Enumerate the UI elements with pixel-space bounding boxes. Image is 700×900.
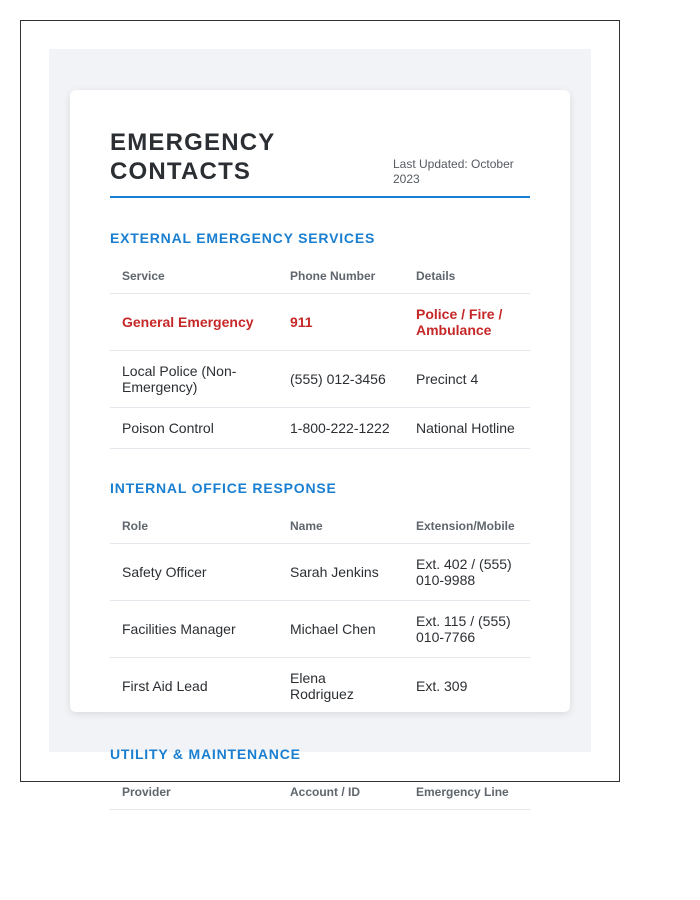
- table-row: [110, 658, 530, 715]
- service-cell: Poison Control: [110, 408, 278, 449]
- extension-cell[interactable]: Ext. 309: [404, 658, 530, 715]
- column-header: Account / ID: [278, 775, 404, 810]
- column-header: Provider: [110, 775, 278, 810]
- section-title-utility: UTILITY & MAINTENANCE: [110, 746, 301, 762]
- service-cell: General Emergency: [110, 294, 278, 351]
- column-header: Phone Number: [278, 259, 404, 294]
- name-cell: Sarah Jenkins: [278, 544, 404, 601]
- table-header-row: [110, 509, 530, 544]
- internal-response-table: [110, 509, 530, 715]
- section-title-external: EXTERNAL EMERGENCY SERVICES: [110, 230, 376, 246]
- name-cell: Elena Rodriguez: [278, 658, 404, 715]
- role-cell: First Aid Lead: [110, 658, 278, 715]
- phone-cell[interactable]: 911: [278, 294, 404, 351]
- table-row: [110, 601, 530, 658]
- table-row: [110, 351, 530, 408]
- column-header: Extension/Mobile: [404, 509, 530, 544]
- column-header: Details: [404, 259, 530, 294]
- role-cell: Safety Officer: [110, 544, 278, 601]
- column-header: Role: [110, 509, 278, 544]
- utility-table: [110, 775, 530, 810]
- name-cell: Michael Chen: [278, 601, 404, 658]
- table-header-row: [110, 775, 530, 810]
- external-services-table: [110, 259, 530, 449]
- details-cell: National Hotline: [404, 408, 530, 449]
- table-row: [110, 544, 530, 601]
- extension-cell[interactable]: Ext. 402 / (555) 010-9988: [404, 544, 530, 601]
- column-header: Service: [110, 259, 278, 294]
- card-content: [110, 126, 530, 810]
- last-updated-text: Last Updated: October 2023: [393, 157, 514, 186]
- details-cell: Police / Fire / Ambulance: [404, 294, 530, 351]
- section-title-internal: INTERNAL OFFICE RESPONSE: [110, 480, 337, 496]
- table-row: [110, 294, 530, 351]
- page-title: EMERGENCY CONTACTS: [110, 129, 276, 185]
- details-cell: Precinct 4: [404, 351, 530, 408]
- table-header-row: [110, 259, 530, 294]
- role-cell: Facilities Manager: [110, 601, 278, 658]
- card-header: [110, 126, 530, 198]
- phone-cell[interactable]: (555) 012-3456: [278, 351, 404, 408]
- extension-cell[interactable]: Ext. 115 / (555) 010-7766: [404, 601, 530, 658]
- service-cell: Local Police (Non-Emergency): [110, 351, 278, 408]
- table-row: [110, 408, 530, 449]
- column-header: Name: [278, 509, 404, 544]
- column-header: Emergency Line: [404, 775, 530, 810]
- phone-cell[interactable]: 1-800-222-1222: [278, 408, 404, 449]
